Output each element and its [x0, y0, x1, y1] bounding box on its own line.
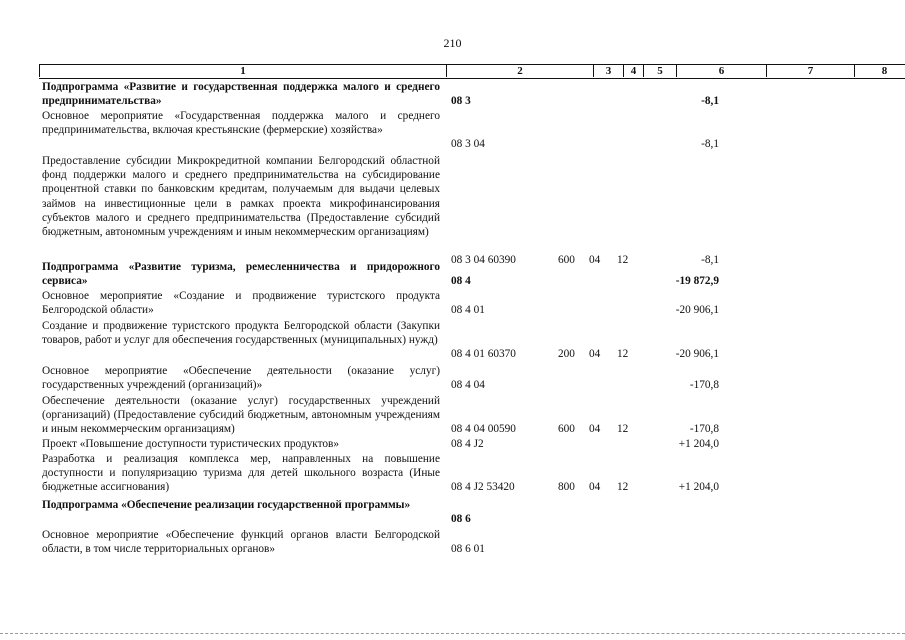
row-description: Основное мероприятие «Обеспечение функций органов власти Белгородской области, в том числе территориальных органов»: [42, 529, 440, 556]
row-code: 08 4 01: [451, 304, 485, 317]
row-col-5: 12: [617, 481, 629, 494]
row-amount: -8,1: [701, 95, 719, 108]
row-description: Создание и продвижение туристского продукта Белгородской области (Закупки товаров, работ и услуг для обеспечения государственных (муниципальных) нужд): [42, 320, 440, 347]
row-description: Подпрограмма «Развитие и государственная поддержка малого и среднего предпринимательства»: [42, 81, 440, 108]
row-code: 08 4 J2: [451, 438, 484, 450]
row-description: Обеспечение деятельности (оказание услуг) государственных учреждений (организаций) (Предоставление субсидий бюджетным, автономным учреждениям и иным некоммерческим организациям): [42, 395, 440, 436]
header-col-4: 4: [623, 65, 643, 77]
page-number: 210: [443, 36, 462, 50]
header-col-7: 7: [766, 65, 854, 77]
row-col-3: 800: [558, 481, 575, 494]
row-code: 08 4 04: [451, 379, 485, 392]
row-description: Основное мероприятие «Государственная поддержка малого и среднего предпринимательства, включая крестьянские (фермерские) хозяйства»: [42, 110, 440, 137]
header-col-2: 2: [446, 65, 593, 77]
header-col-6: 6: [676, 65, 766, 77]
row-code: 08 3 04: [451, 138, 485, 151]
row-description: Проект «Повышение доступности туристических продуктов»: [42, 438, 339, 450]
row-amount: -20 906,1: [675, 304, 719, 317]
row-col-5: 12: [617, 423, 629, 436]
row-col-5: 12: [617, 254, 629, 267]
row-col-3: 600: [558, 254, 575, 267]
row-code: 08 4 04 00590: [451, 423, 516, 436]
row-amount: -20 906,1: [675, 348, 719, 361]
row-code: 08 4: [451, 275, 471, 288]
row-description: Основное мероприятие «Создание и продвижение туристского продукта Белгородской области»: [42, 290, 440, 317]
row-col-3: 200: [558, 348, 575, 361]
row-col-4: 04: [589, 254, 601, 267]
row-col-3: 600: [558, 423, 575, 436]
header-col-5: 5: [643, 65, 676, 77]
row-description: Разработка и реализация комплекса мер, направленных на повышение доступности и популяризацию туризма для детей школьного возраста (Иные бюджетные ассигнования): [42, 453, 440, 494]
row-description: Подпрограмма «Обеспечение реализации государственной программы»: [42, 499, 411, 511]
row-description: Подпрограмма «Развитие туризма, ремесленничества и придорожного сервиса»: [42, 261, 440, 288]
row-amount: -8,1: [701, 138, 719, 151]
row-description: Предоставление субсидии Микрокредитной компании Белгородский областной фонд поддержки малого и среднего предпринимательства на субсидирование процентной ставки по банковским кредитам, получаемым для выдачи целевых займов на инвестиционные цели в рамках проекта микрофинансирования субъектов малого и среднего предпринимательства (Предоставление субсидий бюджетным, автономным учреждениям и иным некоммерческим организациям): [42, 155, 440, 239]
table-header: [39, 64, 905, 79]
row-col-4: 04: [589, 423, 601, 436]
header-col-3: 3: [593, 65, 623, 77]
row-col-5: 12: [617, 348, 629, 361]
row-amount: +1 204,0: [678, 481, 719, 494]
row-col-4: 04: [589, 348, 601, 361]
header-col-1: 1: [39, 65, 446, 77]
row-amount: -8,1: [701, 254, 719, 267]
row-code: 08 4 01 60370: [451, 348, 516, 361]
row-code: 08 3: [451, 95, 471, 108]
row-amount: +1 204,0: [678, 438, 719, 450]
row-amount: -19 872,9: [675, 275, 719, 288]
row-code: 08 4 J2 53420: [451, 481, 515, 494]
row-code: 08 6 01: [451, 543, 485, 556]
row-amount: -170,8: [689, 379, 719, 392]
row-amount: -170,8: [689, 423, 719, 436]
row-col-4: 04: [589, 481, 601, 494]
row-code: 08 6: [451, 513, 471, 526]
row-description: Основное мероприятие «Обеспечение деятельности (оказание услуг) государственных учреждений (организаций)»: [42, 365, 440, 392]
row-code: 08 3 04 60390: [451, 254, 516, 267]
page-bottom-divider: [0, 633, 905, 634]
header-col-8: 8: [854, 65, 905, 77]
